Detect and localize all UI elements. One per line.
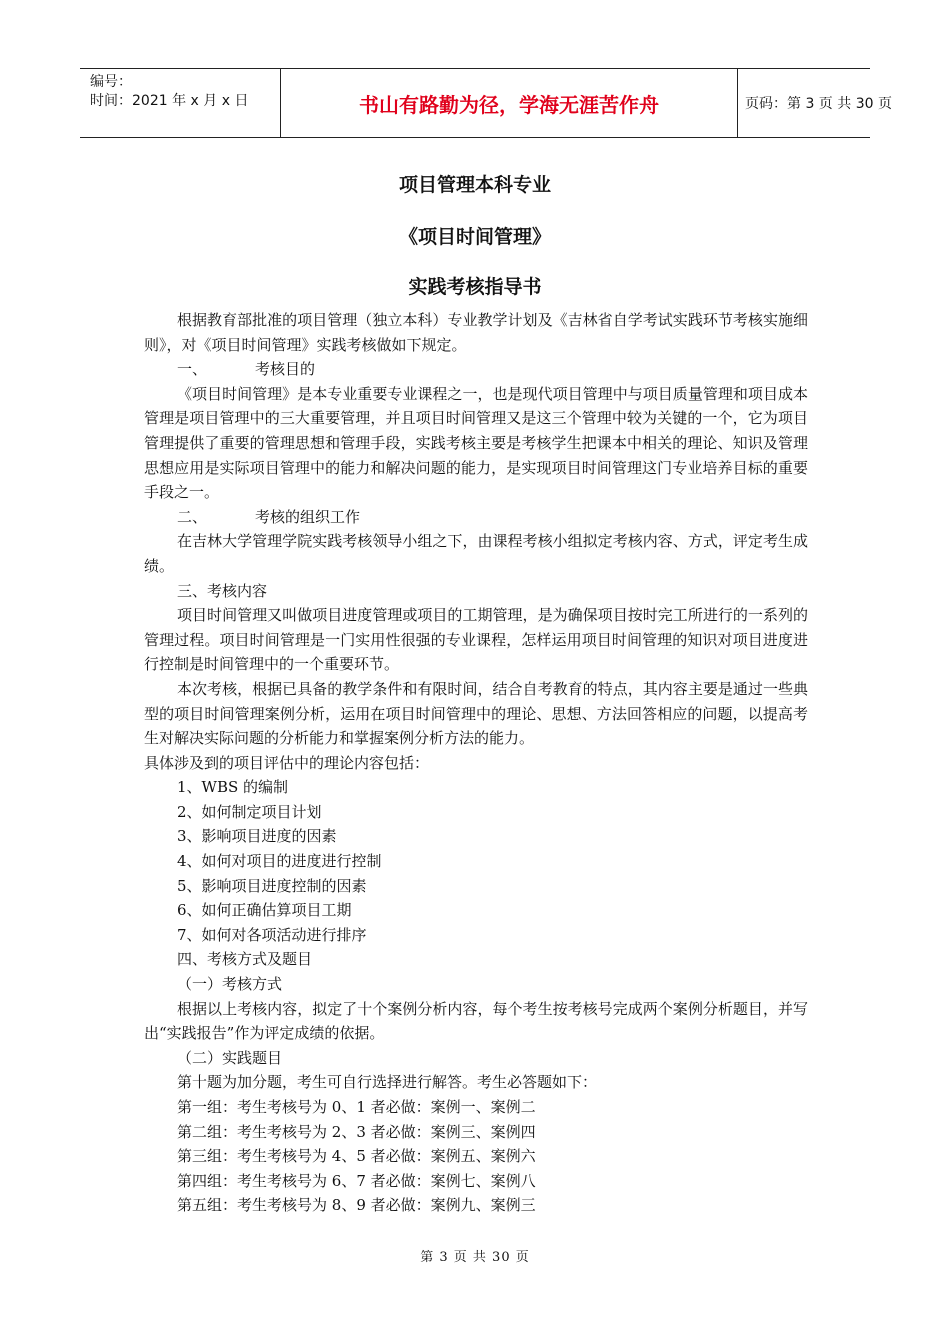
title-line-2: 《项目时间管理》 bbox=[398, 226, 551, 248]
page-header bbox=[80, 68, 892, 138]
document-body bbox=[144, 308, 808, 1218]
section-2-number: 二、 bbox=[177, 507, 208, 526]
intro-paragraph: 根据教育部批准的项目管理（独立本科）专业教学计划及《吉林省自学考试实践环节考核实施细则》，对《项目时间管理》实践考核做如下规定。 bbox=[144, 311, 808, 354]
group-item: 第一组：考生考核号为 0、1 者必做：案例一、案例二 bbox=[177, 1098, 536, 1116]
list-item: 7、如何对各项活动进行排序 bbox=[177, 925, 367, 944]
list-item: 2、如何制定项目计划 bbox=[177, 802, 322, 821]
section-1-paragraph: 《项目时间管理》是本专业重要专业课程之一，也是现代项目管理中与项目质量管理和项目成本管理是项目管理中的三大重要管理，并且项目时间管理又是这三个管理中较为关键的一个，它为项目管理提供了重要的管理思想和管理手段，实践考核主要是考核学生把课本中相关的理论、知识及管理思想应用是实际项目管理中的能力和解决问题的能力，是实现项目时间管理这门专业培养目标的重要手段之一。 bbox=[144, 384, 808, 502]
section-3-heading: 三、考核内容 bbox=[177, 581, 268, 600]
section-2-paragraph: 在吉林大学管理学院实践考核领导小组之下，由课程考核小组拟定考核内容、方式，评定考生成绩。 bbox=[144, 532, 808, 575]
section-4-heading: 四、考核方式及题目 bbox=[177, 950, 313, 969]
section-2-heading bbox=[144, 505, 808, 530]
list-item: 3、影响项目进度的因素 bbox=[177, 827, 337, 846]
section-2-title: 考核的组织工作 bbox=[255, 507, 361, 526]
group-item: 第三组：考生考核号为 4、5 者必做：案例五、案例六 bbox=[177, 1147, 536, 1166]
section-4-paragraph-1: 根据以上考核内容，拟定了十个案例分析内容，每个考生按考核号完成两个案例分析题目，并写出“实践报告”作为评定成绩的依据。 bbox=[144, 999, 808, 1043]
document-date: 时间：2021 年 x 月 x 日 bbox=[90, 93, 249, 109]
header-motto: 书山有路勤为径，学海无涯苦作舟 bbox=[280, 69, 738, 137]
list-item: 6、如何正确估算项目工期 bbox=[177, 901, 352, 920]
document-number-label: 编号： bbox=[90, 74, 132, 90]
title-line-3: 实践考核指导书 bbox=[408, 276, 542, 298]
list-item: 1、WBS 的编制 bbox=[177, 778, 289, 797]
header-left-cell bbox=[80, 69, 280, 137]
group-item: 第四组：考生考核号为 6、7 者必做：案例七、案例八 bbox=[177, 1171, 536, 1190]
section-1-title: 考核目的 bbox=[255, 360, 316, 379]
section-3-list-intro: 具体涉及到的项目评估中的理论内容包括： bbox=[144, 753, 430, 772]
list-item: 5、影响项目进度控制的因素 bbox=[177, 876, 367, 895]
section-3-paragraph-2: 本次考核，根据已具备的教学条件和有限时间，结合自考教育的特点，其内容主要是通过一些典型的项目时间管理案例分析，运用在项目时间管理中的理论、思想、方法回答相应的问题，以提高考生对解决实际问题的分析能力和掌握案例分析方法的能力。 bbox=[144, 679, 808, 748]
list-item: 4、如何对项目的进度进行控制 bbox=[177, 852, 382, 871]
group-item: 第五组：考生考核号为 8、9 者必做：案例九、案例三 bbox=[177, 1196, 536, 1215]
section-3-paragraph-1: 项目时间管理又叫做项目进度管理或项目的工期管理，是为确保项目按时完工所进行的一系列的管理过程。项目时间管理是一门实用性很强的专业课程，怎样运用项目时间管理的知识对项目进度进行控制是时间管理中的一个重要环节。 bbox=[144, 606, 808, 674]
header-page-info: 页码：第 3 页 共 30 页 bbox=[745, 96, 892, 112]
section-4-paragraph-2: 第十题为加分题，考生可自行选择进行解答。考生必答题如下： bbox=[177, 1073, 598, 1092]
section-4-subheading-1: （一）考核方式 bbox=[177, 975, 283, 994]
title-line-1: 项目管理本科专业 bbox=[398, 174, 551, 196]
group-item: 第二组：考生考核号为 2、3 者必做：案例三、案例四 bbox=[177, 1122, 536, 1141]
page-footer: 第 3 页 共 30 页 bbox=[420, 1250, 530, 1265]
section-1-heading bbox=[144, 357, 808, 382]
section-4-subheading-2: （二）实践题目 bbox=[177, 1048, 283, 1067]
section-1-number: 一、 bbox=[177, 360, 208, 379]
